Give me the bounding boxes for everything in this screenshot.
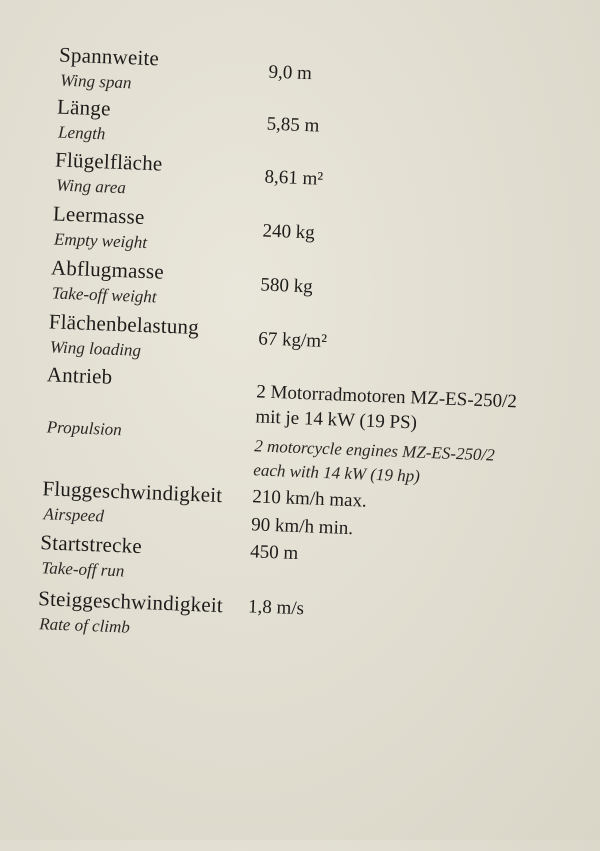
label-empty-weight-de: Leermasse <box>52 201 146 229</box>
value-propulsion-en-line1: 2 motorcycle engines MZ-ES-250/2 <box>253 436 496 465</box>
label-takeoff-run-en: Take-off run <box>41 558 125 581</box>
label-airspeed-de: Fluggeschwindigkeit <box>42 476 223 508</box>
label-rate-of-climb-en: Rate of climb <box>38 614 131 637</box>
value-propulsion-de-line1: 2 Motorradmotoren MZ-ES-250/2 <box>255 381 518 413</box>
value-takeoff-run: 450 m <box>249 541 299 565</box>
label-wing-loading-de: Flächenbelastung <box>48 309 200 340</box>
value-propulsion-de-line2: mit je 14 kW (19 PS) <box>254 406 418 434</box>
label-empty-weight-en: Empty weight <box>53 229 148 253</box>
value-rate-of-climb: 1,8 m/s <box>247 596 305 620</box>
label-takeoff-weight-en: Take-off weight <box>51 283 157 307</box>
label-propulsion-en: Propulsion <box>46 417 123 440</box>
label-wing-span-en: Wing span <box>59 70 132 93</box>
label-wing-loading-en: Wing loading <box>49 337 142 360</box>
label-wing-area-de: Flügelfläche <box>54 147 163 176</box>
label-airspeed-en: Airspeed <box>43 504 105 526</box>
value-airspeed-min: 90 km/h min. <box>250 514 354 540</box>
value-length: 5,85 m <box>266 113 320 137</box>
label-length-de: Länge <box>56 94 112 121</box>
label-propulsion-de: Antrieb <box>46 362 113 389</box>
value-takeoff-weight: 580 kg <box>260 274 314 298</box>
label-takeoff-run-de: Startstrecke <box>39 530 143 559</box>
label-takeoff-weight-de: Abflugmasse <box>50 255 165 284</box>
value-wing-loading: 67 kg/m² <box>257 328 328 353</box>
value-empty-weight: 240 kg <box>262 220 316 244</box>
label-wing-area-en: Wing area <box>55 175 127 198</box>
value-propulsion-en-line2: each with 14 kW (19 hp) <box>253 460 421 486</box>
label-wing-span-de: Spannweite <box>58 42 160 71</box>
value-airspeed-max: 210 km/h max. <box>251 486 368 512</box>
label-length-en: Length <box>57 122 106 144</box>
value-wing-area: 8,61 m² <box>264 166 324 190</box>
label-rate-of-climb-de: Steiggeschwindigkeit <box>37 586 224 618</box>
value-wing-span: 9,0 m <box>268 61 313 85</box>
